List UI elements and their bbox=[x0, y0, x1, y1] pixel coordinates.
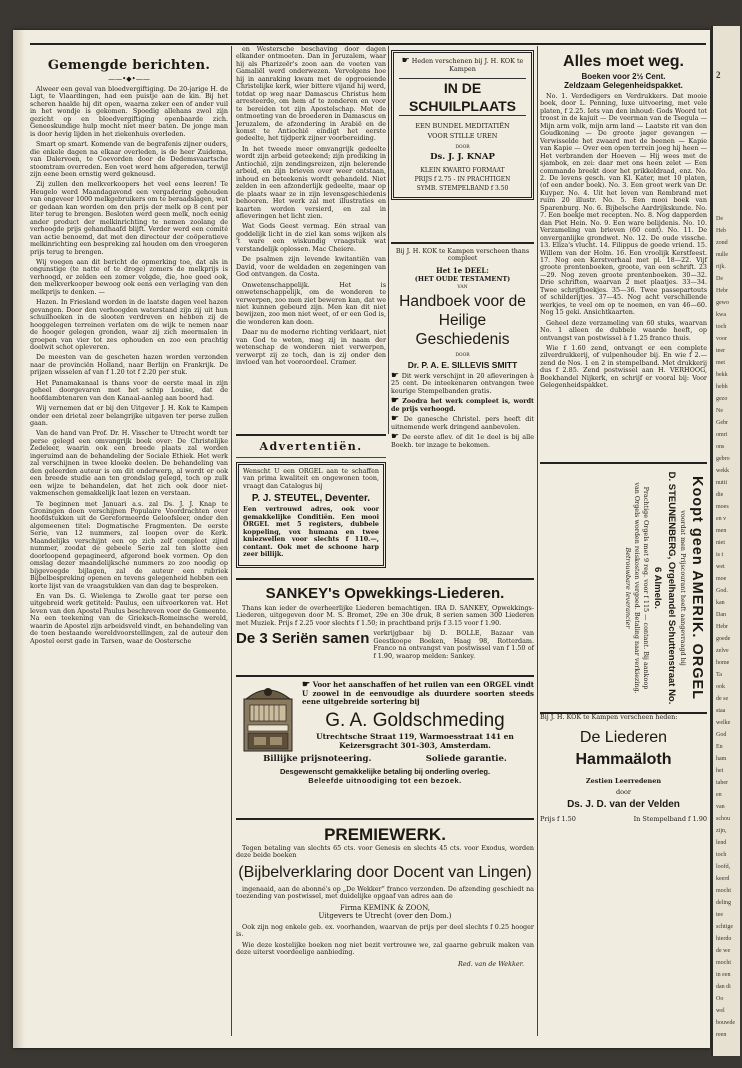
pointing-hand-icon: ☛ bbox=[401, 56, 410, 66]
sale-subtitle: Boeken voor 2½ Cent. bbox=[581, 72, 666, 81]
next-page-fragment: zijn, bbox=[716, 828, 727, 834]
next-page-fragment: De bbox=[716, 216, 723, 222]
goldschmeding-address1: Utrechtsche Straat 119, Warmoesstraat 141 en bbox=[316, 731, 514, 741]
next-page-fragment: ons bbox=[716, 444, 725, 450]
schuilplaats-sub1: EEN BUNDEL MEDITATIËN bbox=[415, 122, 510, 130]
column-book-ads bbox=[391, 46, 534, 449]
next-page-fragment: de we bbox=[716, 948, 731, 954]
pointing-hand-icon: ☛ bbox=[391, 414, 400, 425]
article-paragraph: en Westersche beschaving door dagen elkander ontmoeten. Dan in Jeruzalem, waar hij als Pharizeër's zoon aan de voeten van Gamaliël werd onderwezen. Vervolgens hoe hij in aanraking kwam met de opgroeiende Christelijke kerk, wier bittere vijand hij werd, totdat op weg naar Damascus Christus hem arresteerde, om hem af te zonderen en voor te bereiden tot zijn Apostelschap. Met de ontmoeting van de broederen in Damascus en Jeruzalem, de afzondering in Arabië en de komst te Antiochië eindigt het eerste gedeelte, het tijdperk zijner voorbereiding. bbox=[236, 45, 386, 143]
koopt-line5: Betrouwbare leverancier bbox=[624, 547, 632, 629]
next-page-fragment: ook bbox=[716, 684, 725, 690]
next-page-fragment: Oo bbox=[716, 996, 724, 1002]
next-page-fragment: toch bbox=[716, 324, 727, 330]
sankey-advert bbox=[236, 578, 534, 673]
rule bbox=[236, 818, 534, 820]
koopt-line4: van Orgels worden reiskosten vergoed. Betaling naar verkiezing. bbox=[633, 482, 641, 694]
pointing-hand-icon: ☛ bbox=[391, 370, 400, 381]
handboek-p2: ☛ Zoodra het werk compleet is, wordt de prijs verhoogd. bbox=[391, 396, 534, 413]
news-articles bbox=[30, 86, 228, 645]
goldschmeding-address2: Keizersgracht 301-303, Amsterdam. bbox=[339, 740, 491, 750]
sankey-side-text: verkrijgbaar bij D. BOLLE, Bazaar van Geestkoope Boeken, Haag 98, Rotterdam. Franco na ontvangst van postwissel van f 1.50 of f 1.90, waarop melden: Sankey. bbox=[373, 629, 534, 660]
article-paragraph: Te beginnen met Januari a.s. zal Ds. J. J. Knap te Groningen doen verschijnen Populaire Voordrachten over hoofdstukken uit de Gereformeerde Geloofsleer, onder den algemeenen titel: Dogmatische Fragmenten. De eerste Serie, van 12 nummers, zal loopen over de Kerk. Maandelijks verschijnt een op zich zelf compleet zijnd nummer, zoodat de gebeele Serie zal ten slotte een doorloopend gepagineerd, afgerond boek vormen. Op den omslag dezer maandelijksche nummers zo zoo noodig op bijgevoegde bijlagen, zal de auteur een rubriek Bijbelbespreking openen en tevens gelegenheid hebben een korte lijst van de vraagstukken van dan dag te bespreken. bbox=[30, 499, 228, 590]
article-paragraph: Daar nu de moderne richting verklaart, niet van God te weten, mag zij in naam der wetenschap de wonderen niet verwerpen, verwerpt zij ze toch, dan is zij onder den invloed van het vooroordeel. Cramer. bbox=[236, 328, 386, 367]
next-page-fragment: gewo bbox=[716, 300, 729, 306]
advertisements-block bbox=[236, 434, 386, 574]
next-page-fragment: de se bbox=[716, 696, 729, 702]
next-page-fragment: goede bbox=[716, 636, 731, 642]
rule bbox=[236, 675, 534, 677]
koopt-advert bbox=[540, 462, 707, 714]
next-page-fragment: Gebr bbox=[716, 420, 728, 426]
next-page-fragment: hierdo bbox=[716, 936, 732, 942]
next-page-fragment: nulle bbox=[716, 252, 728, 258]
next-page-fragment: God bbox=[716, 732, 727, 738]
steutel-intro: Wenscht U een ORGEL aan te schaffen van prima kwaliteit en ongewonen toon, vraagt dan Catalogus bij bbox=[243, 467, 379, 490]
handboek-title-line2: Heilige Geschiedenis bbox=[415, 311, 510, 348]
next-page-fragment: wel bbox=[716, 1008, 725, 1014]
next-page-fragment: Heb bbox=[716, 228, 726, 234]
goldschmeding-text: ☛ Voor het aanschaffen of het ruilen van een ORGEL vindt U zoowel in de eenvoudige als duurdere soorten steeds eene uitgebreide sortering bij bbox=[302, 680, 534, 706]
liederen-author: Ds. J. D. van der Velden bbox=[567, 799, 680, 811]
steutel-body: Een vertrouwd adres, ook voor gemakkelijke Conditiën. Een mooi ORGEL met 5 registers, dubbele koppeling, vox humana en twee kniezwellen voor slechts f 110.—, contant. Ook met de schoone harp zeer billijk. bbox=[243, 505, 379, 559]
liederen-title-line1: De Liederen bbox=[579, 729, 668, 747]
handboek-intro: Bij J. H. KOK te Kampen verscheen thans compleet bbox=[395, 247, 530, 263]
premiewerk-advert bbox=[236, 818, 534, 1033]
next-page-fragment: zelve bbox=[716, 648, 729, 654]
next-page-fragment: deling bbox=[716, 900, 731, 906]
article-paragraph: En van Ds. G. Wielenga te Zwolle gaat ter perse een uitgebreid werk getiteld: Paulus, een uitvoerkoren vat. Het leven van den Apostel Paulus beschreven voor de Gemeente. Na een teekening van de Grieksch-Romeinsche wereld, waarin de Apostel zijn arbeidsveld vindt, en behandeling van de toen bestaande wereldvoorstellingen, zal de auteur den Apostel eerst gade in Tarsen, waar de Oostersche bbox=[30, 592, 228, 645]
liederen-advert bbox=[540, 714, 707, 823]
goldschmeding-advert bbox=[236, 675, 534, 815]
article-paragraph: Zij zullen den melkverkoopers het veel eens leeren! Te Heugelo werd Maandagavond een vergadering gehouden van ongeveer 1000 melkgebruikers om te beraadslagen, wat er gedaan kan worden om den prijs der melk op 8 cent per liter terug te brengen. Besloten werd geen melk, noch eenig ander product der melkinrichting te nemen zoolang de verhoogde prijs gehandhaafd blijft. Verder werd een comité van actie benoemd, dat met den directeur der coöperatieve melkinrichting een bespreking zal houden om den vroegeren prijs terug te brengen. bbox=[30, 180, 228, 256]
goldschmeding-name: G. A. Goldschmeding bbox=[325, 709, 505, 731]
handboek-door: DOOR bbox=[455, 352, 470, 358]
schuilplaats-format: KLEIN KWARTO FORMAAT bbox=[420, 167, 505, 174]
next-page-fragment: zond bbox=[716, 240, 728, 246]
schuilplaats-price: PRIJS f 2.75 - IN PRACHTIGEN bbox=[414, 176, 511, 183]
next-page-fragment: Hebr bbox=[716, 624, 728, 630]
next-page-fragment: met bbox=[716, 360, 725, 366]
sale-text bbox=[540, 93, 707, 390]
next-page-fragment: en bbox=[716, 792, 722, 798]
next-page-fragment: toch bbox=[716, 852, 727, 858]
next-page-fragment: dan di bbox=[716, 984, 731, 990]
handboek-p4: ☛ De eerste aflev. of dit 1e deel is bij alle Boekh. ter inzage te bekomen. bbox=[391, 432, 534, 449]
next-page-fragment: teer bbox=[716, 348, 725, 354]
handboek-p3: ☛ De ganesche Christel. pers heeft dit uitnemende werk dringend aanbevolen. bbox=[391, 414, 534, 431]
organ-illustration bbox=[240, 681, 296, 755]
premiewerk-intro: Tegen betaling van slechts 65 cts. voor Genesis en slechts 45 cts. voor Exodus, worden deze beide boeken bbox=[236, 844, 534, 860]
column-rule bbox=[231, 46, 232, 1036]
next-page-fragment: voor bbox=[716, 336, 727, 342]
next-page-fragment: Ta bbox=[716, 672, 722, 678]
next-page-fragment: nutti bbox=[716, 480, 728, 486]
sankey-big-line: De 3 Seriën samen bbox=[236, 630, 370, 648]
schuilplaats-sub2: VOOR STILLE UREN bbox=[427, 132, 498, 140]
column-continuation bbox=[236, 46, 386, 434]
next-page-fragment: hebh bbox=[716, 384, 728, 390]
article-paragraph: Wij voegen aan dit bericht de opmerking toe, dat als in ongunstige (te natte of te droge) zomers de melkprijs is verhoogd, er zelden een zomer volgde, die, hoe goed ook, den melkverkooper bewoog ook eens een verlaging van den melkprijs te denken. — bbox=[30, 257, 228, 296]
next-page-fragment: welke bbox=[716, 720, 731, 726]
column-rule bbox=[537, 46, 538, 1036]
goldschmeding-right-claim: Soliede garantie. bbox=[425, 753, 507, 764]
next-page-fragment: bekk bbox=[716, 372, 728, 378]
article-paragraph: Wij vernemen dat er bij den Uitgever J. H. Kok te Kampen onder een drietal zeer belangrijke uitgaven ter perse zullen gaan. bbox=[30, 404, 228, 428]
next-page-fragment: bouwde bbox=[716, 1020, 735, 1026]
article-paragraph: Geheel deze verzameling van 60 stuks, waarvan No. 1 alleen de dubbele waarde heeft, op ontvangst van postwissel à f 1.25 franco thuis. bbox=[540, 318, 707, 342]
liederen-band-price: In Stempelband f 1.90 bbox=[633, 815, 707, 824]
next-page-fragment: keerd bbox=[716, 876, 730, 882]
premiewerk-book-title: (Bijbelverklaring door Docent van Lingen) bbox=[238, 863, 532, 881]
article-paragraph: Alweer een geval van bloedvergiftiging. De 20-jarige H. de Ligt, te Vlaardingen, had een puistje aan de kin. Bij het scheren haalde hij dit open, waarna zeker een of ander vuil in het wondje is gekomen. Spoedig allehans zwol zijn gezicht op en bloedvergiftiging openbaarde zich. Geneeskundige hulp mocht niet meer baten. De jonge man is door hevig lijden in het ziekenhuis overleden. bbox=[30, 85, 228, 138]
goldschmeding-invitation: Beleefde uitnoodiging tot een bezoek. bbox=[308, 775, 462, 785]
article-paragraph: Van de hand van Prof. Dr. H. Visscher te Utrecht wordt ter perse gelegd een omvangrijk boek over: De Christelijke Zedeleer, waarin ook een breede plaats zal worden ingeruimd aan de behandeling der Sociale Ethiek. Het werk zal verschijnen in twee kloeke deelen. De behandeling van den geleerden auteur is om dit onderwerp, al wordt er ook een breede studie aan ten grondslag gelegd, toch op zulk een wijze te behandelen, dat het zich ook door niet-vakmenschen gemakkelijk laat lezen en verstaan. bbox=[30, 429, 228, 498]
next-page-fragment: kan bbox=[716, 600, 725, 606]
article-paragraph: Het Panamakanaal is thans voor de eerste maal in zijn geheel doorgevaren met het schip Louise, dat de hoofdambtenaren van den Kanaal-aanleg aan boord had. bbox=[30, 378, 228, 402]
next-page-fragment: God. bbox=[716, 588, 728, 594]
goldschmeding-payment: Desgewenscht gemakkelijke betaling bij onderling overleg. bbox=[279, 766, 491, 776]
koopt-rotated-text bbox=[542, 468, 707, 708]
article-paragraph: Onwetenschappelijk. Het is onwetenschappelijk, om de wonderen te verwerpen, zoo men ziet beweren kan, dat we niet kunnen gebeurd zijn. Men kan dit niet bewijzen, zoo men niet weet, of er een God is, die wonderen kan doen. bbox=[236, 280, 386, 326]
article-paragraph: No. 1. Verdedigers en Verdrukkers. Dat mooie boek, door L. Penning, luxe uitvoering, met vele platen, f 2.25. Iets van den inhoud: Gods Woord tot troost in de kajuit — De veerman van de Tsegula — Mijn arm volk, mijn arm land — Laatste rit van den Goudkoning — De groote jager gevangen — Verwisselde het zwaard met de beenen — Kapie van Kapie — Over een open terrein joeg hij heen — Het verbranden der Hoeven — Hij wees met de sjambok, en zei: daar met ons heen zelet — Een commando breekt door het prikkeldraad, enz. No. 2. De levens gesch. van Kl. Kater, met 10 platen, (of een ander boek). No. 3. Een groot werk van Dr. Kuyper. No. 4. Uit het leven van Rembrand met ruim 20 illustr. No. 5. Een mooi boek van Sparenburg. No. 6. Bijbelsche Aardrijkskunde. No. 7. Een boekje met recepten. No. 8. Nog dapperden dan Piet Hein. No. 9. Een ware belijdenis. No. 10. Verzameling van brieven (60 cent). No. 11. De onverganlijke grondwet. No. 12. De oude vissche. 13. Eliza's vlucht. 14. Filippus de goede vriend. 15. Willem van der Holm. 16. Een vroolijk Kerstfeest. 17. Nog een Kerstverhaal met pl. 18—22. Vijf groote prentenboeken, groote, van een schrift. 23—29. Nog zeven groote prentenboeken. 30—32. Drie schriften, waarvan 2 met plaatjes. 33—34. Twee schrijfboekjes. 35—36. Twee passepartouts of schilderijtjes. 37—45. Nog acht verschillende werkjes, te veel om op te noemen, en van 46—60. Nog 15 geki. Ansichtkaarten. bbox=[540, 92, 707, 317]
next-page-fragment: gebro bbox=[716, 456, 730, 462]
next-page-edge bbox=[711, 26, 740, 1056]
article-paragraph: De meesten van de gescheten hazen worden verzonden naar de provinciën Holland, naar Berlijn en Frankrijk. De prijzen wisselen af van f 1.20 tot f 2.20 per stuk. bbox=[30, 353, 228, 377]
sankey-title: SANKEY's Opwekkings-Liederen. bbox=[265, 585, 505, 602]
next-page-fragment: in een bbox=[716, 972, 731, 978]
handboek-van: VAN bbox=[457, 284, 468, 290]
liederen-price: Prijs f 1.50 bbox=[540, 815, 576, 824]
pointing-hand-icon: ☛ bbox=[391, 432, 400, 443]
schuilplaats-door: DOOR bbox=[455, 145, 470, 150]
column-news bbox=[30, 46, 228, 1036]
schuilplaats-title: IN DE SCHUILPLAATS bbox=[399, 78, 526, 116]
schuilplaats-publisher: Heden verschenen bij J. H. KOK te Kampen bbox=[411, 57, 524, 73]
next-page-fragment: taber bbox=[716, 780, 728, 786]
koopt-line3: Prachtige Orgels met 9 reg. voor f 115 — contant. Bij aankoop bbox=[642, 486, 650, 690]
next-page-fragment: home bbox=[716, 660, 730, 666]
premiewerk-signature: Red. van de Wekker. bbox=[458, 959, 524, 968]
sale-subtitle2: Zeldzaam Gelegenheidspakket. bbox=[564, 81, 683, 90]
handboek-advert bbox=[391, 242, 534, 449]
column-rule bbox=[388, 46, 389, 434]
koopt-title: Koopt geen AMERIK. ORGEL bbox=[689, 475, 705, 701]
next-page-fragment: Dan bbox=[716, 612, 726, 618]
premiewerk-dispatch: ingenaaid, aan de abonné's op „De Wekker” franco verzonden. De afzending geschiedt na toezending van postwissel, met duidelijke opgaaf van adres aan de bbox=[236, 884, 534, 901]
next-page-number: 2 bbox=[716, 70, 721, 80]
liederen-intro: Bij J. H. KOK te Kampen verscheen heden: bbox=[540, 713, 678, 721]
steutel-advert bbox=[236, 462, 386, 568]
schuilplaats-band-price: SYMB. STEMPELBAND f 3.50 bbox=[416, 185, 509, 192]
premiewerk-firm: Firma KEMINK & ZOON, bbox=[339, 903, 431, 912]
next-page-fragment: moe bbox=[716, 576, 727, 582]
handboek-deel: Het 1e DEEL: bbox=[436, 265, 489, 275]
schuilplaats-advert bbox=[391, 50, 534, 200]
sankey-offer bbox=[236, 630, 534, 660]
article-paragraph: Wie f 1.60 zend, ontvangt er een complete zilverdrukkerij, of vulpenhouder bij. En wie f 2.— zend de Nos. 1 en 2 in stempelband. Met drukkerij dus f 2.85. Zend postwissel aan H. VERHOOG, Boekhandel Nijkerk, en schrijf er vooral bij: Voor Gelegenheidspakket. bbox=[540, 343, 707, 390]
next-page-fragment: lend bbox=[716, 840, 727, 846]
goldschmeding-left-claim: Billijke prijsnoteering. bbox=[263, 753, 372, 764]
next-page-fragment: die bbox=[716, 492, 724, 498]
handboek-author: Dr. P. A. E. SILLEVIS SMITT bbox=[407, 359, 518, 370]
article-paragraph: Wat Gods Geest vermag. Eén straal van goddelijk licht in de ziel kan soms wijken als 't ware een wiskundig vraagstuk wat verstandelijk oplossen. Mac Cheiere. bbox=[236, 222, 386, 253]
advertisements-heading: Advertentiën. bbox=[259, 440, 363, 453]
organ-icon bbox=[240, 681, 296, 755]
next-page-fragment: wekk bbox=[716, 468, 729, 474]
premiewerk-bound-copies: Ook zijn nog enkele geb. ex. voorhanden, waarvan de prijs per deel slechts f 0.25 hooger is. bbox=[236, 922, 534, 939]
next-page-fragment: En bbox=[716, 744, 723, 750]
rule bbox=[391, 242, 534, 244]
koopt-line1: voordat men Prijscourant heeft aangevraagd bij bbox=[679, 510, 687, 666]
schuilplaats-intro bbox=[399, 57, 526, 73]
liederen-prices bbox=[540, 815, 707, 823]
liederen-subtitle: Zestien Leerredenen bbox=[585, 777, 662, 786]
rule bbox=[236, 578, 534, 580]
continued-articles bbox=[236, 46, 386, 367]
next-page-fragment: tee bbox=[716, 912, 723, 918]
premiewerk-firm-city: Uitgevers te Utrecht (over den Dom.) bbox=[318, 911, 452, 920]
next-page-fragment: niet bbox=[716, 540, 725, 546]
next-page-fragment: Hebr bbox=[716, 288, 728, 294]
page-spine-shadow bbox=[13, 30, 25, 1048]
next-page-fragment: kwa bbox=[716, 312, 726, 318]
section-heading: Gemengde berichten. bbox=[47, 58, 211, 73]
schuilplaats-author: Ds. J. J. KNAP bbox=[430, 152, 495, 162]
next-page-fragment: en v bbox=[716, 516, 727, 522]
next-page-fragment: De bbox=[716, 276, 723, 282]
handboek-title-line1: Handboek voor de bbox=[399, 292, 526, 310]
handboek-ot: (HET OUDE TESTAMENT) bbox=[414, 274, 511, 283]
article-paragraph: De psalmen zijn levende kwitantiën van David, voor de weldaden en zegeningen van God ontvangen. da Costa. bbox=[236, 255, 386, 279]
next-page-fragment: wet bbox=[716, 564, 725, 570]
steutel-name: P. J. STEUTEL, Deventer. bbox=[251, 493, 371, 505]
premiewerk-title: PREMIEWERK. bbox=[324, 825, 446, 844]
next-page-fragment: omri bbox=[716, 432, 728, 438]
article-paragraph: Smart op smart. Komende van de begrafenis zijner ouders, die enkele dagen na elkaar overleden, is de heer Zuidema, van Dalervoen, te Coevorden door de Dedemsvaartsche stoomtram overreden. Een voet werd hem afgereden, terwijl zijn eene been ernstig werd gekneusd. bbox=[30, 140, 228, 178]
premiewerk-closing: Wie deze kostelijke boeken nog niet bezit vertrouwe we, zal gaarne gebruik maken van deze uiterst voordeelige aanbieding. bbox=[236, 940, 534, 957]
koopt-line2: D. STEUNENBERG, Orgelhandel Schuttenstraat No. 6 Almelo. bbox=[652, 471, 677, 705]
next-page-fragment: men bbox=[716, 528, 727, 534]
pointing-hand-icon: ☛ bbox=[302, 680, 311, 690]
next-page-fragment: moes bbox=[716, 504, 729, 510]
rule bbox=[236, 457, 386, 458]
next-page-fragment: van bbox=[716, 804, 725, 810]
next-page-fragment: is t bbox=[716, 552, 724, 558]
rule bbox=[236, 434, 386, 436]
sankey-text: Thans kan ieder de overheerlijke Liederen bemachtigen. IRA D. SANKEY, Opwekkings-Liederen, uitgegeven door M. S. Bromet, 29e en 30e druk, 8 serien samen 300 Liederen met Muziek. Prijs f 2.25 voor slechts f 1.50; in prachtband prijs f 3.15 voor f 1.90. bbox=[236, 604, 534, 627]
next-page-fragment: het bbox=[716, 768, 724, 774]
sale-title: Alles moet weg. bbox=[563, 53, 684, 70]
next-page-fragment: rijk. bbox=[716, 264, 726, 270]
next-page-fragment: loofd, bbox=[716, 864, 731, 870]
next-page-fragment: reen bbox=[716, 1032, 727, 1038]
column-sale-ads bbox=[540, 46, 707, 1036]
next-page-fragment: schou bbox=[716, 816, 730, 822]
handboek-p1: ☛ Dit werk verschijnt in 20 afleveringen à 25 cent. De inteekenaren ontvangen twee keurige Stempelbanden gratis. bbox=[391, 370, 534, 395]
ornament-divider: ——•◆•—— bbox=[108, 75, 150, 83]
next-page-fragment: ham bbox=[716, 756, 727, 762]
next-page-fragment: mocht bbox=[716, 888, 731, 894]
next-page-fragment: Ne bbox=[716, 408, 723, 414]
next-page-fragment: mocht bbox=[716, 960, 731, 966]
article-paragraph: In het tweede meer omvangrijk gedeelte wordt zijn arbeid geteekend; zijn prediking in Antiochië, zijn zendingsreizen, zijn belerende arbeid, en zijn brieven over weer ontstaan, inhoud en beteekenis wordt gehandeld. Niet zelden in een afzonderlijk gedeelte, maar op de plaats waar ze in zijn levensgeschiedenis behooren. Het werk zal met illustraties en kaarten worden versierd, en zal in afleveringen het licht zien. bbox=[236, 144, 386, 220]
liederen-door: door bbox=[615, 788, 632, 797]
next-page-fragment: gezo bbox=[716, 396, 728, 402]
pointing-hand-icon: ☛ bbox=[391, 396, 400, 407]
next-page-fragment: staa bbox=[716, 708, 726, 714]
liederen-title-line2: Hammaäloth bbox=[575, 751, 672, 769]
article-paragraph: Hazen. In Friesland worden in de laatste dagen veel hazen gevangen. Door den verhoogden waterstand zijn zij uit hun schuilhoeken in de slooten verdreven en hebben zij de hooggelegen terreinen verlaten om de wijk te nemen naar de hooger gelegen gronden, waar zij zich meermalen in groepen van vier tot zes ophouden en zoo een prachtig doelwit schot opleveren. bbox=[30, 298, 228, 351]
next-page-fragment: schtige bbox=[716, 924, 733, 930]
